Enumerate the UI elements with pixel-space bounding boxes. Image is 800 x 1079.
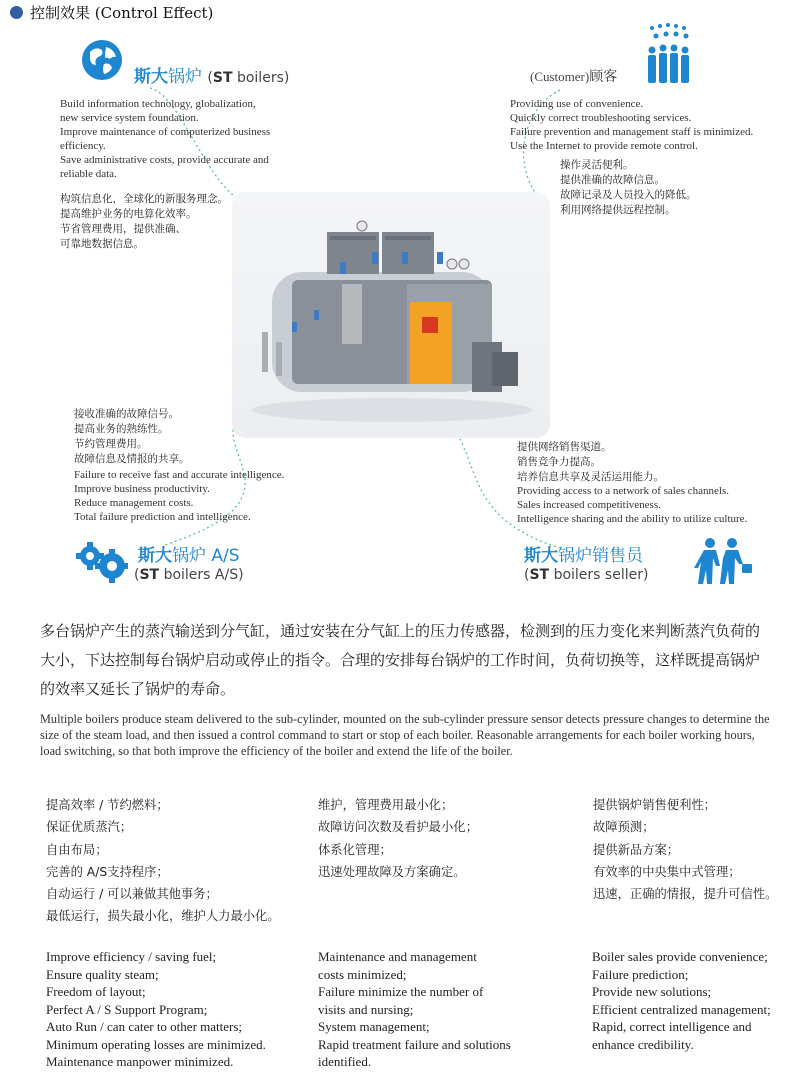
- st-boilers-as-subtitle: (ST boilers A/S): [134, 567, 244, 583]
- st-boilers-as-cn-text: 接收准确的故障信号。 提高业务的熟练性。 节约管理费用。 故障信息及情报的共享。: [74, 408, 190, 465]
- customer-group-icon: [644, 22, 696, 90]
- sales-people-icon: [694, 536, 754, 590]
- customer-title: (Customer)顾客: [530, 69, 618, 85]
- seller-cn-text: 提供网络销售渠道。 销售竞争力提高。 培养信息共享及灵活运用能力。: [517, 441, 664, 483]
- benefits-middle-cn: 维护，管理费用最小化； 故障访问次数及看护最小化； 体系化管理； 迅速处理故障及方案确定。: [318, 798, 478, 879]
- customer-cn-text: 操作灵活便利。 提供准确的故障信息。 故障记录及人员投入的降低。 利用网络提供远程控制。: [560, 159, 697, 216]
- gears-icon: [76, 540, 128, 588]
- benefits-right-cn: 提供锅炉销售便利性； 故障预测； 提供新品方案； 有效率的中央集中式管理； 迅速，正确的情报，提升可信性。: [593, 798, 778, 902]
- benefits-right-en: Boiler sales provide convenience; Failure prediction; Provide new solutions; Efficient centralized management; Rapid, correct intelligence and enhance credibility.: [592, 949, 771, 1052]
- benefits-middle-en: Maintenance and management costs minimized; Failure minimize the number of visits and nursing; System management; Rapid treatment failure and solutions identified.: [318, 949, 511, 1069]
- customer-en-text: Providing use of convenience. Quickly correct troubleshooting services. Failure prevention and management staff is minimized. Use the Internet to provide remote control.: [510, 98, 754, 152]
- st-boilers-cn-text: 构筑信息化，全球化的新服务理念。 提高维护业务的电算化效率。 节省管理费用，提供准确、 可靠地数据信息。: [60, 193, 228, 250]
- seller-en-text: Providing access to a network of sales channels. Sales increased competitiveness. Intelligence sharing and the ability to utilize culture.: [517, 485, 748, 525]
- st-boilers-as-en-text: Failure to receive fast and accurate intelligence. Improve business productivity. Reduce management costs. Total failure prediction and intelligence.: [74, 469, 285, 523]
- benefits-left-en: Improve efficiency / saving fuel; Ensure quality steam; Freedom of layout; Perfect A / S Support Program; Auto Run / can cater to other matters; Minimum operating losses are minimized. Maintenance manpower minimized.: [46, 949, 266, 1069]
- seller-title: 斯大锅炉销售员: [524, 546, 643, 566]
- page-title: 控制效果 (Control Effect): [30, 4, 214, 22]
- st-boilers-en-text: Build information technology, globalization, new service system foundation. Improve maintenance of computerized business efficiency. Save administrative costs, provide accurate and reliable data.: [60, 98, 271, 180]
- description-cn: 多台锅炉产生的蒸汽输送到分气缸，通过安装在分气缸上的压力传感器，检测到的压力变化来判断蒸汽负荷的大小，下达控制每台锅炉启动或停止的指令。合理的安排每台锅炉的工作时间，负荷切换等，这样既提高锅炉的效率又延长了锅炉的寿命。: [40, 622, 761, 698]
- benefits-left-cn: 提高效率 / 节约燃料； 保证优质蒸汽； 自由布局； 完善的 A/S支持程序； 自动运行 / 可以兼做其他事务； 最低运行，损失最小化，维护人力最小化。: [46, 798, 280, 924]
- description-en: Multiple boilers produce steam delivered to the sub-cylinder, mounted on the sub-cylinder pressure sensor detects pressure changes to determine the size of the steam load, and then issued a control command to start or stop of each boiler. Reasonable arrangements for each boiler working hours, load switching, so that both improve the efficiency of the boiler and extend the life of the boiler.: [40, 712, 770, 758]
- st-boilers-as-title: 斯大锅炉 A/S: [138, 546, 240, 566]
- boiler-image: [232, 192, 550, 438]
- st-boilers-title: 斯大锅炉 (ST boilers): [134, 67, 290, 87]
- seller-subtitle: (ST boilers seller): [524, 567, 649, 583]
- globe-icon: [80, 38, 124, 86]
